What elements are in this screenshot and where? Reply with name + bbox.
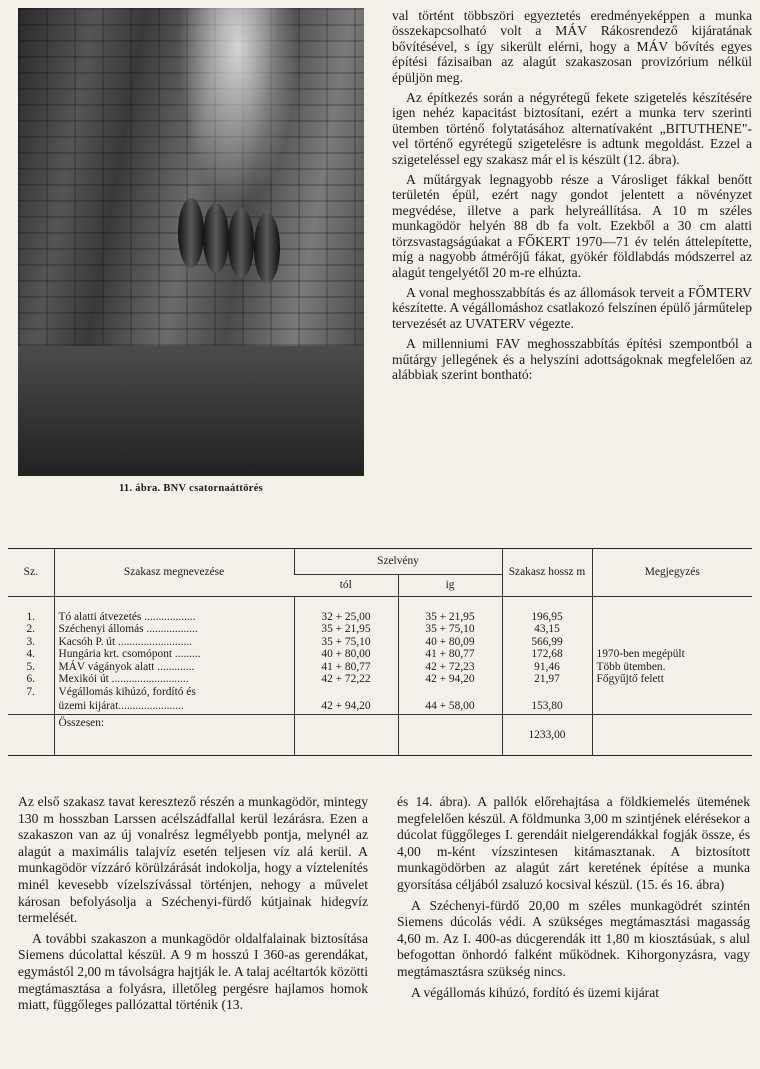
cell-megj [592, 611, 752, 624]
cell-ig: 42 + 94,20 [398, 673, 502, 686]
cell-hossz: 566,99 [502, 636, 592, 649]
cell-name: üzemi kijárat....................... [54, 699, 294, 715]
total-row [8, 715, 752, 756]
table-row [8, 686, 752, 699]
cell-sz: 4. [26, 648, 36, 661]
cell-hossz: 43,15 [502, 623, 592, 636]
cell-tol: 42 + 72,22 [294, 673, 398, 686]
cell-ig: 41 + 80,77 [398, 648, 502, 661]
cell-hossz: 172,68 [502, 648, 592, 661]
cell-megj [592, 636, 752, 649]
table-row [8, 611, 752, 624]
header-szelveny: Szelvény [294, 549, 502, 575]
cell-hossz: 153,80 [502, 699, 592, 715]
section-table [8, 548, 752, 756]
cell-tol: 35 + 75,10 [294, 636, 398, 649]
cell-megj [592, 623, 752, 636]
cell-tol: 42 + 94,20 [294, 699, 398, 715]
header-name: Szakasz megnevezése [54, 549, 294, 597]
cell-sz [8, 699, 54, 715]
text-column-right-bottom [397, 794, 750, 1001]
trench-floor [18, 346, 364, 476]
total-label: Összesen: [54, 715, 294, 756]
total-value: 1233,00 [502, 715, 592, 756]
paragraph: A végállomás kihúzó, fordító és üzemi kijárat [411, 984, 660, 1000]
cell-sz: 5. [26, 660, 36, 673]
header-ig: ig [398, 575, 502, 597]
paragraph: és 14. ábra). A pallók előrehajtása a földkiemelés ütemének megfelelően készül. A földmunka 3,00 m szintjének elérésekor a dúcolat függőleges I. gerendáit nielgerendákkal fogják össze, és 4,00 m-ként vízszintesen kitámasztanak. A biztosított munkagödörben az alagút zárt keretének építése a munka gyorsítása céljából zsaluzó kocsival készül. (15. és 16. ábra) [397, 794, 750, 892]
cell-name: Hungária krt. csomópont ......... [54, 648, 294, 661]
cell-sz: 6. [26, 673, 36, 686]
text-column-left-bottom [18, 794, 368, 1014]
header-megjegyzes: Megjegyzés [592, 549, 752, 597]
cell-hossz: 196,95 [502, 611, 592, 624]
light-opening [178, 8, 298, 208]
cell-tol: 40 + 80,00 [294, 648, 398, 661]
cell-name: Kacsóh P. út .......................... [54, 636, 294, 649]
header-sz: Sz. [8, 549, 54, 597]
cell-name: Végállomás kihúzó, fordító és [54, 686, 294, 699]
cell-hossz: 21,97 [502, 673, 592, 686]
cell-ig: 35 + 75,10 [398, 623, 502, 636]
table-row [8, 673, 752, 686]
cell-megj [592, 699, 752, 715]
cell-sz: 2. [26, 623, 36, 636]
cell-tol: 35 + 21,95 [294, 623, 398, 636]
table-row [8, 648, 752, 661]
cell-name: MÁV vágányok alatt ............. [54, 661, 294, 674]
pipe-segment [203, 203, 229, 273]
header-hossz: Szakasz hossz m [502, 549, 592, 597]
figure-photo [18, 8, 364, 476]
pipe-segment [228, 208, 254, 278]
cell-ig [398, 686, 502, 699]
cell-tol: 41 + 80,77 [294, 661, 398, 674]
cell-megj: 1970-ben megépült [592, 648, 752, 661]
figure-caption: 11. ábra. BNV csatornaáttörés [118, 483, 264, 494]
paragraph: val történt többszöri egyeztetés eredményeképpen a munka összekapcsolható volt a MÁV Rákosrendező kijáratának bővítésével, s így sikerült elérni, hogy a MÁV bővítés egyes építési fázisaiban az alagút szakaszosan provizórium nélkül épüljön meg. [392, 8, 752, 85]
table-row [8, 661, 752, 674]
table-row [8, 636, 752, 649]
cell-sz: 3. [26, 635, 36, 648]
text-column-right-top [392, 8, 752, 382]
paragraph: A műtárgyak legnagyobb része a Városliget fákkal benőtt területén épül, ezért nagy gondot jelentett a növényzet megvédése, illetve a park helyreállítása. A 10 m széles munkagödör helyén 88 db fa volt. Ezekből a 30 cm alatti törzsvastagságúakat a FŐKERT 1970—71 év telén áttelepítette, míg a nagyobb átmérőjű fákat, gyökér földlabdás módszerrel az alagút tengelyétől 20 m-re elhúzta. [392, 172, 752, 280]
cell-ig: 40 + 80,09 [398, 636, 502, 649]
cell-tol [294, 686, 398, 699]
paragraph: A vonal meghosszabbítás és az állomások terveit a FŐMTERV készítette. A végállomáshoz csatlakozó felszínen épülő járműtelep tervezését az UVATERV végezte. [392, 284, 752, 331]
cell-name: Mexikói út ........................... [54, 673, 294, 686]
cell-sz: 7. [26, 686, 36, 699]
cell-ig: 44 + 58,00 [398, 699, 502, 715]
cell-ig: 35 + 21,95 [398, 611, 502, 624]
table-row [8, 699, 752, 715]
paragraph: Az építkezés során a négyrétegű fekete szigetelés készítésére igen nehéz kapacitást biztosítani, ezért a munka terv szerinti ütemben történő folytatásához alternatívaként „BITUTHENE"-vel történő egyrétegű szigetelésre is adtunk megoldást. Ezzel a szigeteléssel egy szakasz már el is készült (12. ábra). [392, 90, 752, 167]
paragraph: A Széchenyi-fürdő 20,00 m széles munkagödrét szintén Siemens dúcolás védi. A szükséges megtámasztási magasság 4,60 m. Az I. 400-as dúcgerendák itt 1,80 m kiosztásúak, s alul befogottan önhordó falként működnek. Kihorgonyzásra, vagy megtámasztásra szükség nincs. [397, 897, 750, 979]
header-tol: tól [294, 575, 398, 597]
cell-name: Tó alatti átvezetés .................. [54, 611, 294, 624]
pipe-segment [254, 213, 280, 283]
paragraph: A további szakaszon a munkagödör oldalfalainak biztosítása Siemens dúcolattal készül. A 9 m hosszú I 360-as gerendákat, egymástól 2,00 m távolságra hajtják le. A talaj acéltartók közötti megtámasztása a folyásra, illetőleg pergésre hajlamos homok miatt, függőleges pallózattal történik (13. [18, 930, 368, 1013]
pipe-segment [178, 198, 204, 268]
cell-megj: Főgyűjtő felett [592, 673, 752, 686]
cell-hossz: 91,46 [502, 661, 592, 674]
cell-name: Széchenyi állomás .................. [54, 623, 294, 636]
cell-sz: 1. [26, 610, 36, 623]
cell-tol: 32 + 25,00 [294, 611, 398, 624]
cell-megj: Több ütemben. [592, 661, 752, 674]
paragraph: Az első szakasz tavat keresztező részén a munkagödör, mintegy 130 m hosszban Larssen acélszádfallal kerül lezárásra. Ezen a szakaszon van az új vonalrész legmélyebb pontja, melynél az alagút a maximális talajvíz esetén teljesen víz alá kerül. A munkagödör vízzáró körülzárását indokolja, hogy a víztelenítés minél kevesebb vízelszívással történjen, nehogy a művelet károsan befolyásolja a Széchenyi-fürdő kútjainak hidegvíz termelését. [18, 794, 368, 926]
cell-hossz [502, 686, 592, 699]
cell-ig: 42 + 72,23 [398, 661, 502, 674]
paragraph: A millenniumi FAV meghosszabbítás építési szempontból a műtárgy jellegének és a helyszíni adottságoknak megfelelően az alábbiak szerint bontható: [392, 336, 752, 382]
table-row [8, 623, 752, 636]
cell-megj [592, 686, 752, 699]
